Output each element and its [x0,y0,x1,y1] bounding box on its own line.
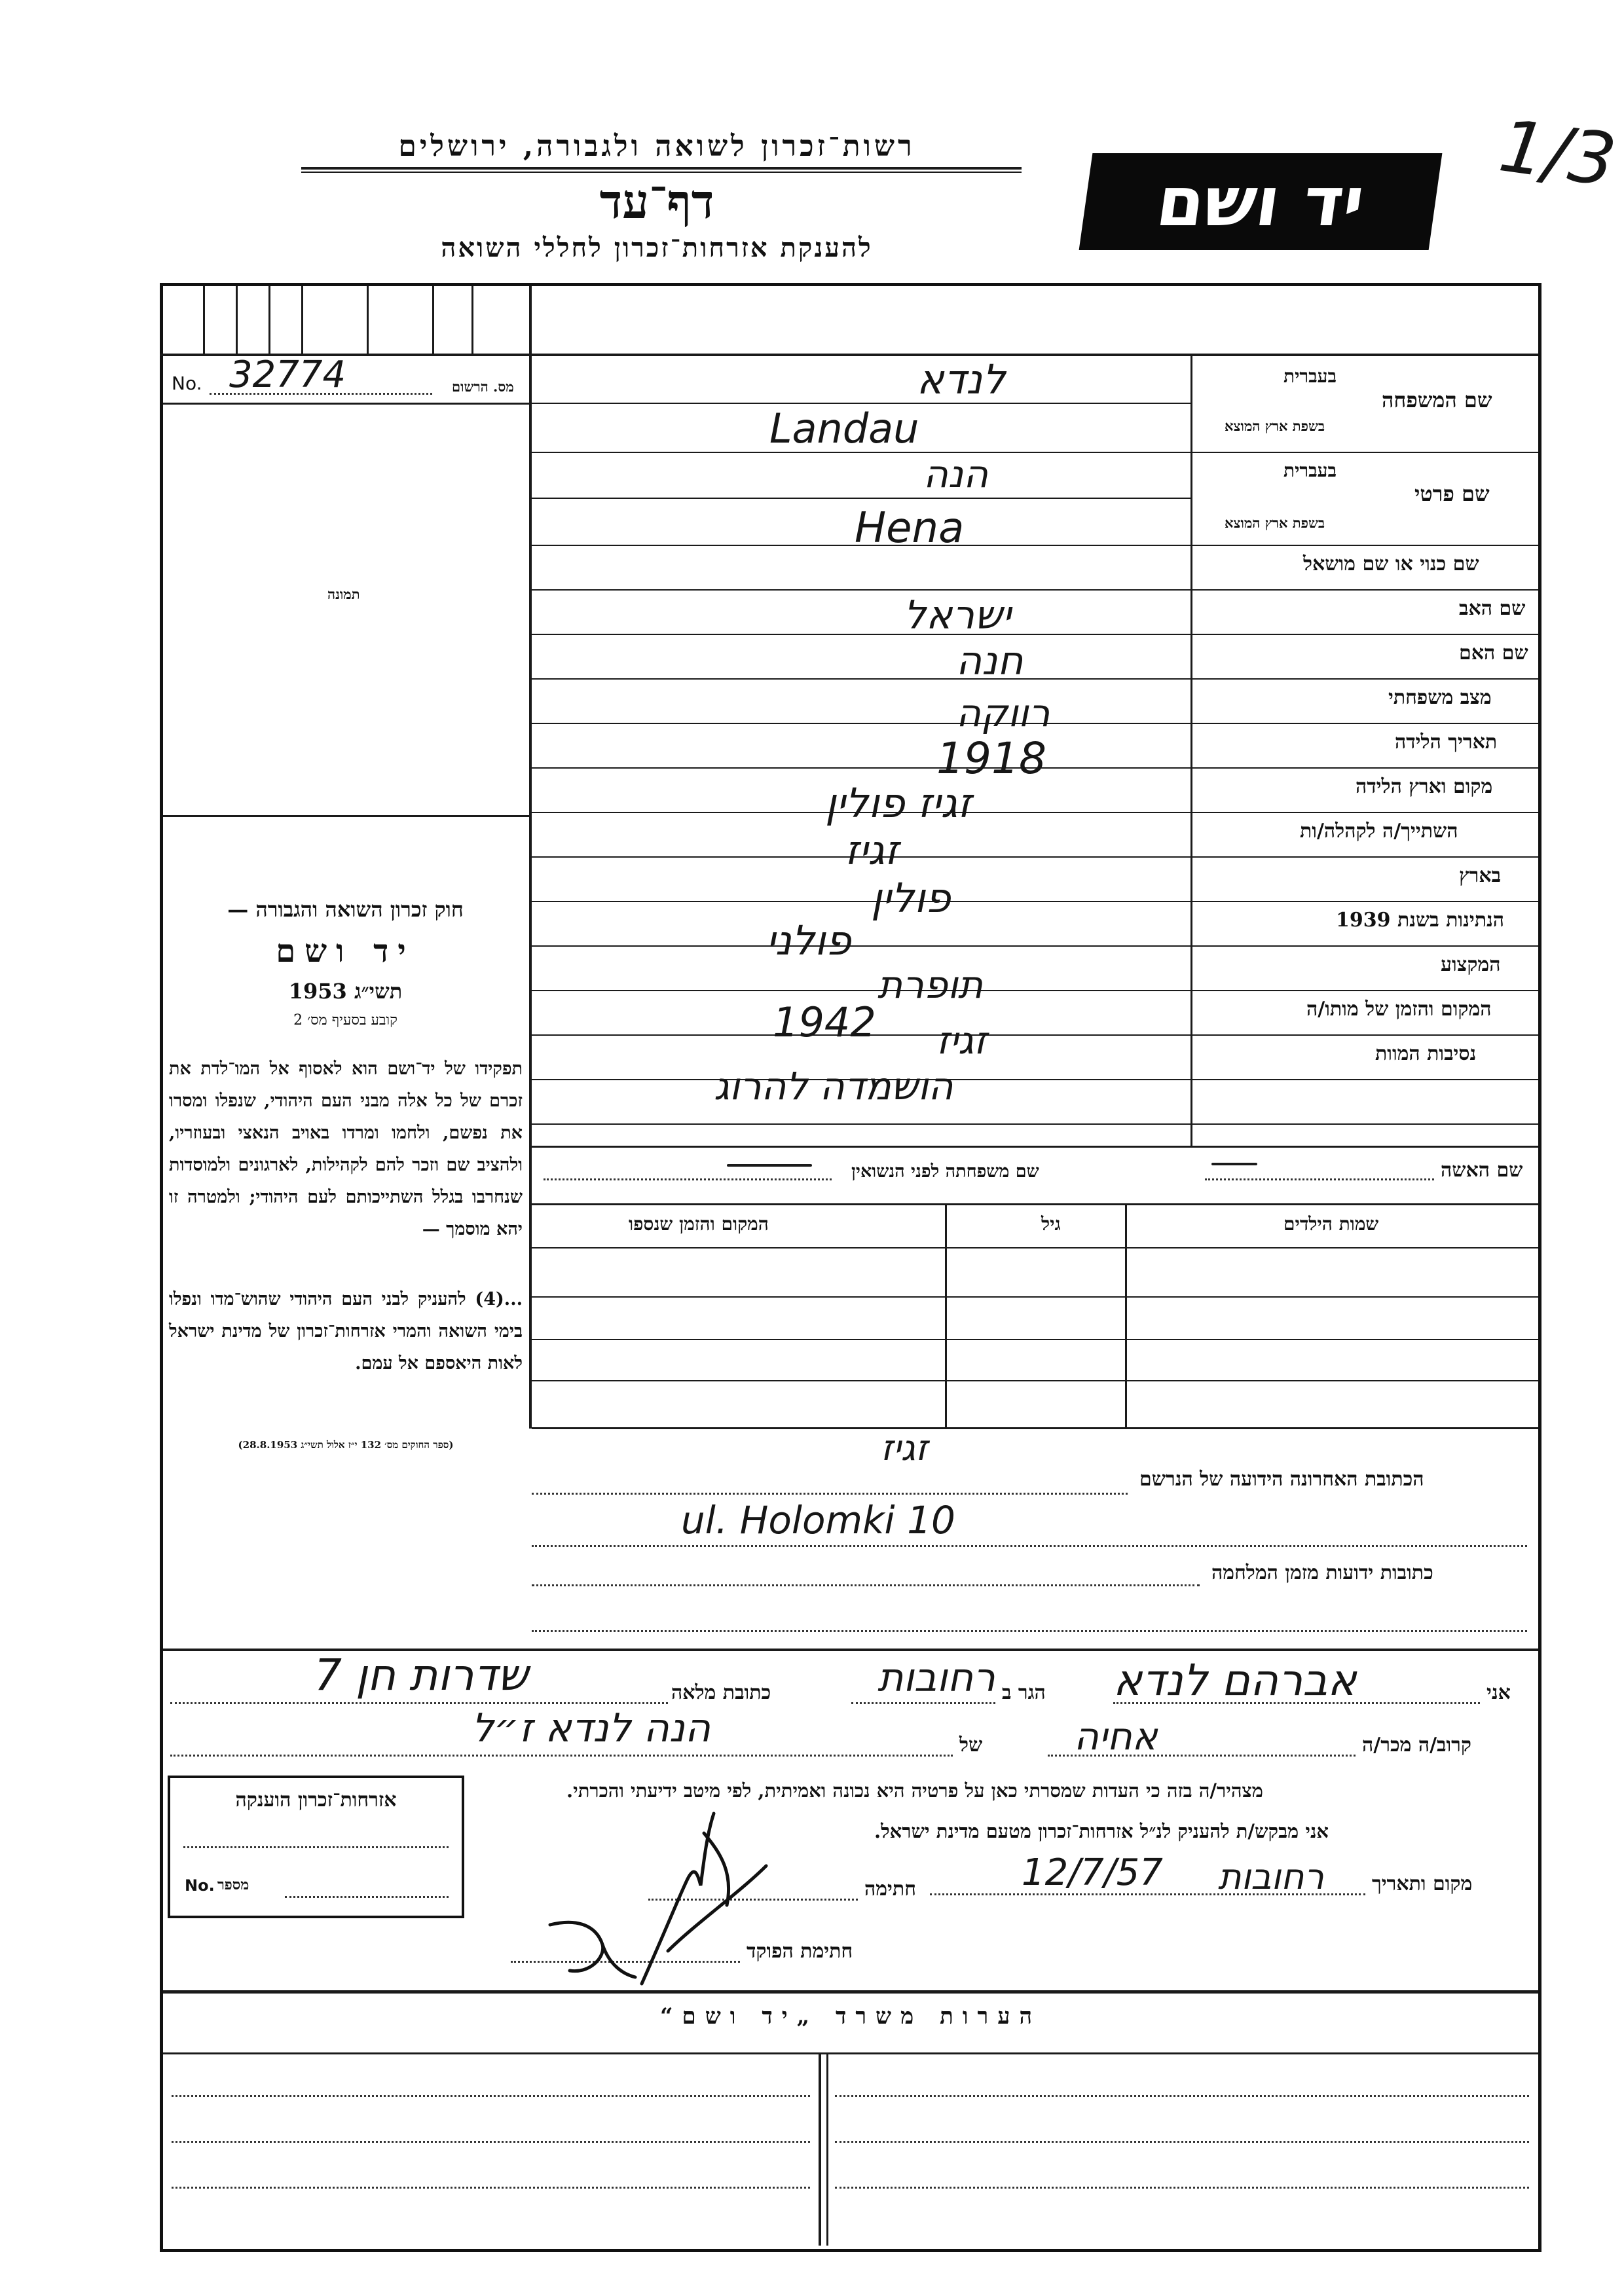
grant-box-no: No. [185,1876,215,1895]
tick [268,286,270,354]
law-paragraph-2: ...(4) להעניק לבני העם היהודי שהוש־מדו ונפלו בימי השואה והמרי אזרחות־זכרון של מדינת ישראל לאות היאספם אל עמם. [169,1289,523,1374]
label-wartime-addresses: כתובות ידועות מזמן המלחמה [1211,1561,1433,1584]
children-row-line [532,1380,1538,1381]
label-birth-date: תאריך הלידה [1395,731,1498,754]
notes-dots [835,2095,1529,2097]
field-line [532,1146,1538,1148]
field-line [532,856,1538,858]
left-column-hline [163,403,530,405]
field-line [532,901,1538,902]
value-sign-place: רחובות [1218,1856,1324,1897]
value-community: זגיז [845,826,899,874]
office-notes-title: הערות משרד „יד ושם“ [659,2003,1042,2030]
value-relation: אחיה [1074,1714,1158,1758]
label-first-origin: בשפת ארץ המוצא [1225,515,1325,531]
notes-dots [172,2095,810,2097]
left-column-hline [163,815,530,817]
label-place-date: מקום ותאריך [1372,1872,1473,1895]
field-line [532,1079,1538,1080]
header-children-age: גיל [1041,1213,1061,1235]
label-full-address: כתובת מלאה [671,1681,771,1704]
field-subline [532,403,1190,404]
value-mother: חנה [956,638,1024,684]
notes-dots [835,2141,1529,2143]
relative-name-dots [170,1755,953,1757]
declarant-address-dots [170,1702,668,1704]
label-family-name: שם המשפחה [1382,388,1492,412]
value-country: פולין [871,874,951,922]
value-death-year: 1942 [773,998,876,1046]
grant-box-title: אזרחות־זכרון הוענקה [235,1789,397,1812]
value-address-place: זגיז [881,1427,928,1468]
field-line [532,1123,1538,1125]
notes-top-line [163,1990,1538,1994]
value-declarant-name: אברהם לנדא [1113,1655,1357,1705]
label-death: המקום והזמן של מותו/ה [1306,998,1492,1021]
form-title: דף־עד [599,173,714,229]
law-citation: (ספר החוקים מס׳ 132 י״ז אלול תשי״ג 28.8.1953) [238,1439,454,1451]
label-profession: המקצוע [1441,953,1501,976]
label-divider [1190,354,1192,1146]
field-line [532,1034,1538,1036]
law-name: יד ושם [276,933,415,970]
corner-note: 1/3 [1494,103,1621,203]
label-citizenship: הנתינות בשנת 1939 [1336,909,1505,932]
registry-number: 32774 [229,354,346,396]
value-birth-date: 1918 [936,733,1046,784]
value-family-latin: Landau [769,405,919,452]
label-resident: הגר ב [1002,1681,1046,1704]
strip-line [160,354,1538,356]
tick [432,286,434,354]
authority-underline [301,167,1022,170]
law-year: תשי״ג 1953 [288,979,403,1004]
tick [203,286,205,354]
field-line [532,452,1538,453]
label-wife-maiden: שם משפחתה לפני הנשואין [851,1161,1039,1182]
grant-box-number-label: מספר [217,1876,249,1893]
value-death-place: זגיז [936,1018,987,1063]
declaration-statement: מצהיר/ה בזה כי העדות שמסרתי כאן על פרטיה היא נכונה ואמיתית, לפי מיטב ידיעתי והכרתי. [566,1779,1263,1802]
children-col-line [1125,1203,1127,1429]
label-relative: קרוב/ה מכר/ה [1362,1734,1471,1757]
yad-vashem-logo [1079,153,1443,250]
label-community: השתייך/ה לקהלה/ות [1300,820,1458,843]
label-signature: חתימה [864,1878,916,1901]
value-family-hebrew: לנדא [917,355,1006,403]
declarant-city-dots [851,1702,995,1704]
label-i: אני [1486,1681,1511,1704]
wife-dots [1205,1178,1434,1180]
label-birth-place: מקום וארץ הלידה [1356,775,1493,798]
grant-box [168,1776,464,1918]
label-country: בארץ [1459,864,1502,887]
logo-text: יד ושם [1151,162,1370,242]
label-first-hebrew: בעברית [1283,460,1337,481]
wartime-dots-2 [532,1630,1527,1632]
field-line [532,990,1538,991]
notes-divider-2 [826,2054,828,2246]
wife-bottom-line [532,1203,1538,1205]
value-sign-date: 12/7/57 [1022,1851,1163,1894]
field-line [532,945,1538,947]
notes-dots [172,2141,810,2143]
field-subline [532,498,1190,499]
value-profession: תופרת [877,962,984,1007]
label-first-name: שם פרטי [1414,481,1490,506]
field-line [532,812,1538,813]
official-signature-mark [537,1912,642,1984]
label-circumstances: נסיבות המוות [1375,1042,1477,1065]
value-birth-place: זגיז פולין [825,779,972,827]
registry-no-label: No. [172,373,202,394]
label-mother: שם האם [1459,642,1528,665]
field-line [532,545,1538,546]
photo-label: תמונה [327,586,360,602]
value-first-latin: Hena [855,504,965,553]
wife-dash-2 [1211,1163,1257,1165]
label-family-hebrew: בעברית [1283,365,1337,387]
tick [301,286,303,354]
value-father: ישראל [904,592,1012,638]
grant-box-line-1 [183,1846,449,1848]
label-wife: שם האשה [1441,1159,1523,1182]
grant-box-line-2 [285,1896,449,1898]
value-circumstances: הושמדה להרוג [714,1064,953,1108]
notes-sub-line [163,2052,1538,2054]
field-line [532,589,1538,591]
tick [471,286,473,354]
field-line [532,678,1538,680]
value-citizenship: פולני [766,917,851,964]
wartime-dots [532,1584,1200,1586]
label-family-origin: בשפת ארץ המוצא [1225,418,1325,434]
children-header-line [532,1247,1538,1248]
header-children-names: שמות הילדים [1283,1213,1379,1235]
notes-dots [172,2187,810,2189]
last-address-dots [532,1493,1128,1495]
label-official-signature: חתימת הפוקד [747,1940,853,1963]
label-last-address: הכתובת האחרונה הידועה של הנרשם [1139,1468,1424,1491]
label-nickname: שם כנוי או שם מושאל [1303,553,1479,575]
tick [236,286,238,354]
last-address-dots-2 [532,1545,1527,1547]
declaration-request: אני מבקש/ת להעניק לנ״ל אזרחות־זכרון מטעם מדינת ישראל. [874,1820,1329,1842]
children-bottom-line [532,1427,1538,1429]
law-title: חוק זכרון השואה והגבורה — [227,897,464,922]
value-first-hebrew: הנה [923,452,989,496]
wife-dash-1 [727,1164,812,1167]
registry-label: מס. הרשום [452,378,514,395]
label-father: שם האב [1459,597,1526,620]
authority-underline-2 [301,172,1022,173]
tick [367,286,369,354]
authority-line: רשות־זכרון לשואה ולגבורה, ירושלים [398,130,915,163]
value-relative-name: הנה לנדא ז״ל [471,1705,711,1751]
value-declarant-city: רחובות [877,1655,995,1701]
value-address-street: ul. Holomki 10 [681,1498,955,1542]
label-of: של [959,1734,983,1757]
value-marital: רווקה [956,691,1050,735]
header-children-place: המקום והזמן שנספו [629,1213,769,1235]
label-marital: מצב משפחתי [1388,686,1492,709]
children-col-line [945,1203,947,1429]
value-declarant-address: שדרות חן 7 [314,1650,528,1700]
notes-dots [835,2187,1529,2189]
wife-maiden-dots [544,1178,832,1180]
form-subtitle: להענקת אזרחות־זכרון לחללי השואה [441,232,873,263]
law-section: קובע בסעיף מס׳ 2 [293,1012,397,1029]
notes-divider [819,2054,821,2246]
field-line [532,634,1538,635]
children-row-line [532,1296,1538,1298]
law-paragraph-1: תפקידו של יד־ושם הוא לאסוף אל המו־לדת את זכרם של כל אלה מבני העם היהודי, שנפלו ומסרו את נפשם, ולחמו ומרדו באויב הנאצי ובעוזריו, ולהציב שם וזכר להם לקהילות, לארגונים ולמוסדות שנחרבו בגלל השתייכותם לעם היהודי; ולמטרה זו יהא מוסמך — [169,1059,523,1239]
children-row-line [532,1339,1538,1340]
